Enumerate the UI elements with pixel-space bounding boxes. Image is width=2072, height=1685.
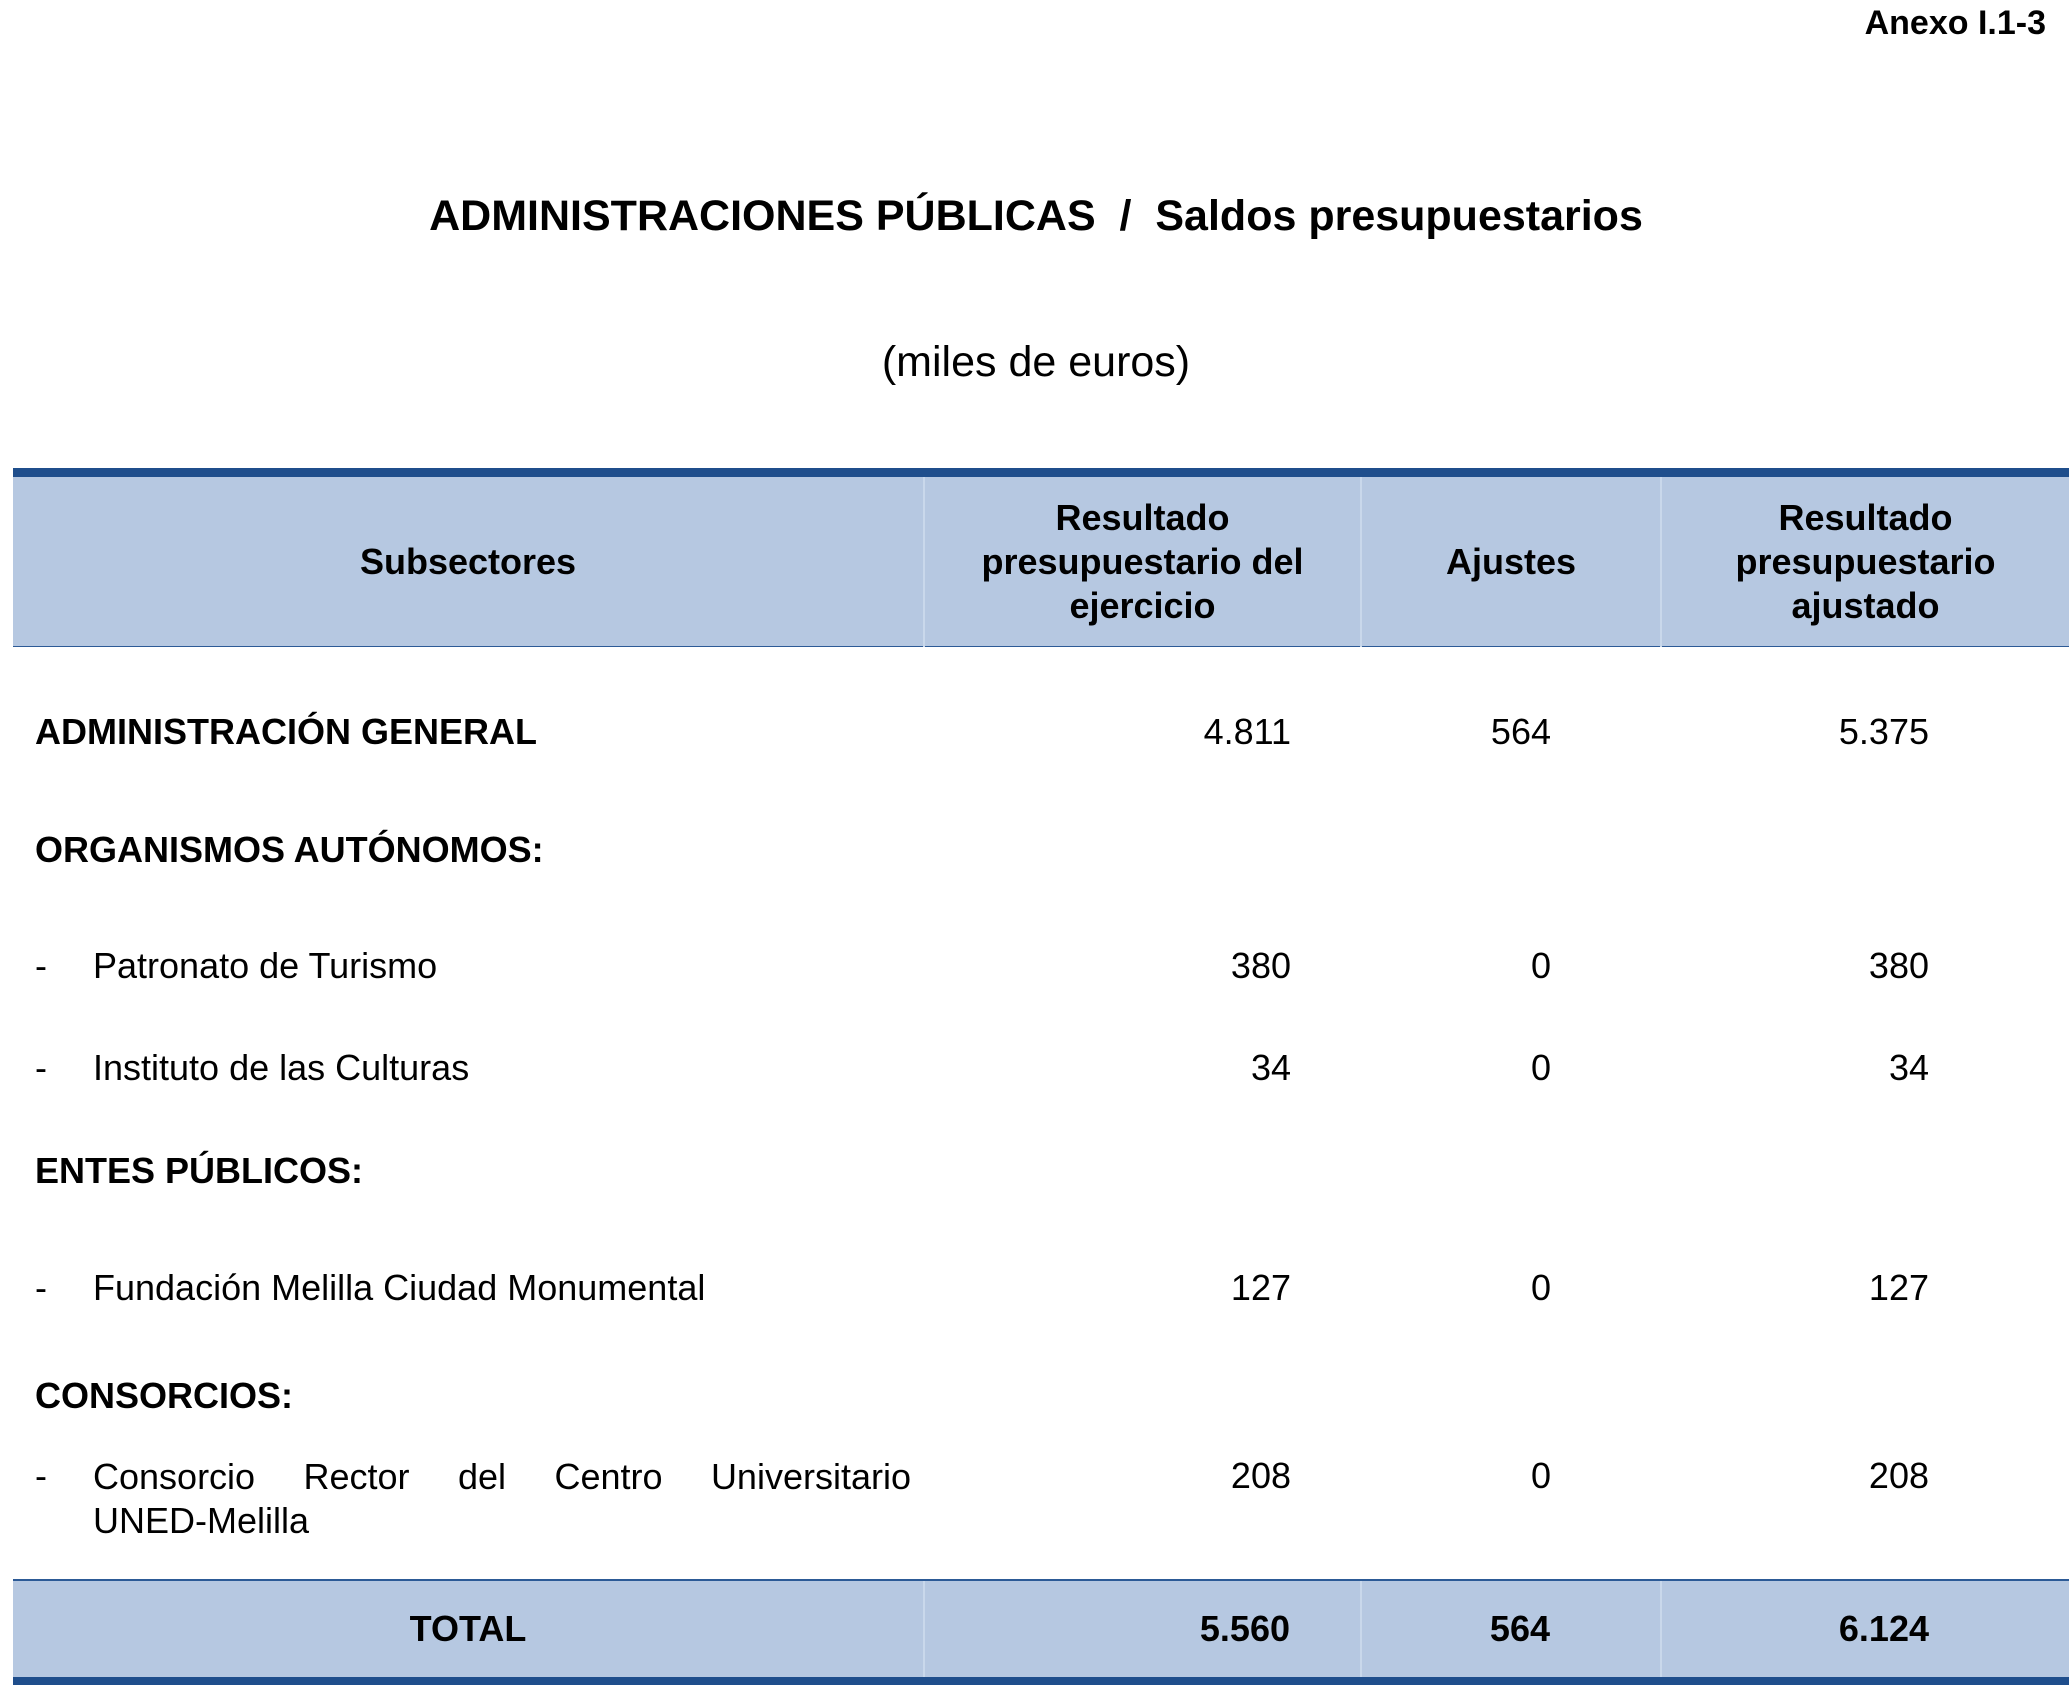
row-label-line1: Consorcio Rector del Centro Universitario <box>93 1456 911 1497</box>
total-ajustes: 564 <box>1361 1580 1661 1681</box>
table-row <box>13 1445 2069 1580</box>
row-label: ADMINISTRACIÓN GENERAL <box>35 711 537 752</box>
section-heading: CONSORCIOS: <box>35 1375 294 1416</box>
table-header <box>13 473 2069 647</box>
row-label: Instituto de las Culturas <box>93 1047 470 1088</box>
total-resultado: 5.560 <box>924 1580 1361 1681</box>
annex-label: Anexo I.1-3 <box>1864 4 2046 42</box>
cell-ajustes: 0 <box>1530 1047 1551 1088</box>
table-row <box>13 1229 2069 1347</box>
table-row <box>13 909 2069 1023</box>
total-ajustado: 6.124 <box>1661 1580 2069 1681</box>
section-heading: ENTES PÚBLICOS: <box>35 1150 364 1191</box>
table-row <box>13 791 2069 909</box>
list-dash: - <box>35 945 47 986</box>
cell-ajustado: 34 <box>1888 1047 1929 1088</box>
cell-ajustado: 208 <box>1868 1455 1929 1496</box>
cell-ajustes: 0 <box>1530 1455 1551 1496</box>
total-label: TOTAL <box>13 1580 924 1681</box>
page-title: ADMINISTRACIONES PÚBLICAS / Saldos presupuestarios <box>429 192 1643 240</box>
cell-resultado: 4.811 <box>1203 711 1291 752</box>
list-dash: - <box>35 1047 47 1088</box>
section-heading: ORGANISMOS AUTÓNOMOS: <box>35 829 544 870</box>
cell-resultado: 208 <box>1230 1455 1291 1496</box>
table-row <box>13 1347 2069 1445</box>
cell-resultado: 380 <box>1230 945 1291 986</box>
row-label: Patronato de Turismo <box>93 945 438 986</box>
header-ajustes: Ajustes <box>1361 473 1661 647</box>
cell-ajustado: 380 <box>1868 945 1929 986</box>
header-ajustado: Resultado presupuestario ajustado <box>1661 473 2069 647</box>
list-dash: - <box>35 1455 47 1496</box>
table-row <box>13 1113 2069 1229</box>
row-label: Fundación Melilla Ciudad Monumental <box>93 1267 706 1308</box>
row-label-line2: UNED-Melilla <box>93 1500 310 1541</box>
cell-ajustes: 564 <box>1490 711 1551 752</box>
table-row <box>13 673 2069 791</box>
page-subtitle: (miles de euros) <box>881 338 1191 386</box>
budget-balance-table <box>13 468 2069 1685</box>
list-dash: - <box>35 1267 47 1308</box>
cell-ajustes: 0 <box>1530 1267 1551 1308</box>
cell-ajustado: 5.375 <box>1838 711 1929 752</box>
table-row <box>13 647 2069 674</box>
cell-resultado: 127 <box>1230 1267 1291 1308</box>
table-row <box>13 1023 2069 1113</box>
header-resultado: Resultado presupuestario del ejercicio <box>924 473 1361 647</box>
cell-ajustes: 0 <box>1530 945 1551 986</box>
header-subsectores: Subsectores <box>13 473 924 647</box>
cell-resultado: 34 <box>1250 1047 1291 1088</box>
cell-ajustado: 127 <box>1868 1267 1929 1308</box>
